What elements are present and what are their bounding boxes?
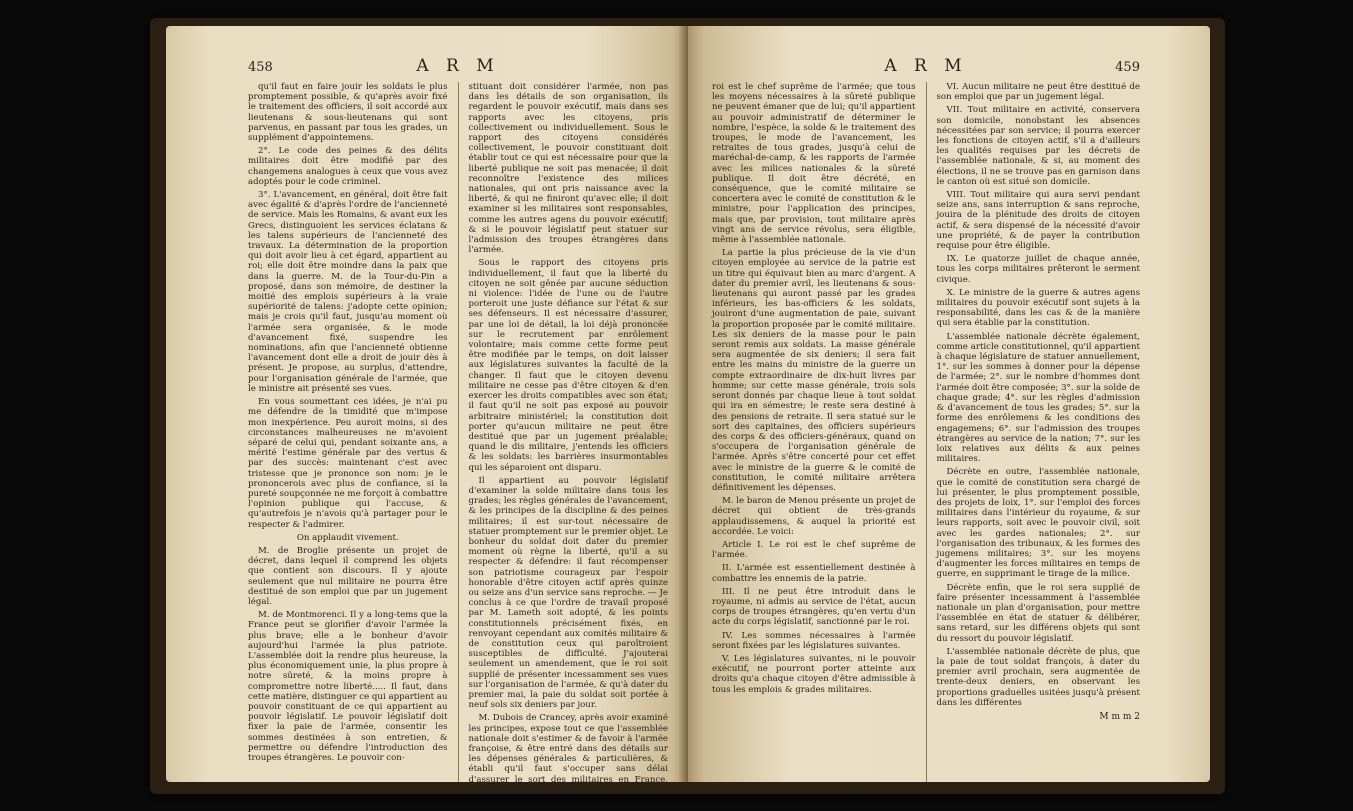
paragraph: VIII. Tout militaire qui aura servi pendant seize ans, sans interruption & sans reproche, jouira de la plénitude des droits de citoyen actif, & sera dispensé de la nécessité d'avoir une propriété, & de payer la contribution requise pour être éligible. xyxy=(936,190,1140,252)
right-running-title: A R M xyxy=(884,56,968,76)
paragraph: IX. Le quatorze juillet de chaque année, tous les corps militaires prêteront le serment civique. xyxy=(936,254,1140,285)
right-page-number: 459 xyxy=(1115,60,1140,75)
paragraph: X. Le ministre de la guerre & autres agens militaires du pouvoir exécutif sont sujets à la responsabilité, dans les cas & de la manière qui sera établie par la constitution. xyxy=(936,287,1140,329)
right-column-2 xyxy=(937,82,1141,782)
paragraph: La partie la plus précieuse de la vie d'un citoyen employée au service de la patrie est un titre qui équivaut bien au marc d'argent. A dater du premier avril, les lieutenans & sous-lieutenans qui auront passé par les grades inférieurs, les bas-officiers & les soldats, jouiront d'une augmentation de paie, suivant la proportion proposée par le comité militaire. Les six deniers de la masse pour le pain seront remis aux soldats. La masse générale sera augmentée de six deniers; il sera fait entre les mains du ministre de la guerre un compte extraordinaire de dix-huit livres par homme; sur cette masse générale, trois sols seront donnés par chaque lieue à tout soldat qui ira en sémestre; le reste sera destiné à des pensions de retraite. Il sera statué sur le sort des capitaines, des officiers supérieurs des corps & des officiers-généraux, quand on s'occupera de l'organisation générale de l'armée. Après s'être concerté pour cet effet avec le ministre de la guerre & le comité de constitution, le comité militaire arrêtera définitivement les dépenses. xyxy=(712,248,916,493)
paragraph: On applaudit vivement. xyxy=(296,532,399,543)
paragraph: Sous le rapport des citoyens pris individuellement, il faut que la liberté du citoyen ne soit gênée par aucune séduction ni violence: l'idée de l'une ou de l'autre porteroit une juste défiance sur l'état & sur ses défenseurs. Il est nécessaire d'assurer, par une loi de détail, la loi déjà prononcée sur le recrutement par enrôlement volontaire; mais comme cette forme peut être modifiée par le temps, on doit laisser aux législatures suivantes la faculté de la changer. Il faut que le citoyen devenu militaire ne cesse pas d'être citoyen & d'en exercer les droits compatibles avec son état; il faut qu'il ne soit pas exposé au pouvoir arbitraire ministériel; la constitution doit porter qu'aucun militaire ne peut être destitué que par un jugement préalable; quand le dis militaire, j'entends les officiers & les soldats: les barrières insurmontables qui les séparoient ont disparu. xyxy=(468,258,668,473)
left-page xyxy=(166,26,688,795)
paragraph: V. Les législatures suivantes, ni le pouvoir exécutif, ne pourront porter atteinte aux droits qu'a chaque citoyen d'être admissible à tous les emplois & grades militaires. xyxy=(712,653,916,695)
paragraph: Décrète en outre, l'assemblée nationale, que le comité de constitution sera chargé de lui présenter, le plus promptement possible, des projets de loix, 1°. sur l'emploi des forces militaires dans l'intérieur du royaume, & sur leurs rapports, soit avec le pouvoir civil, soit avec les gardes nationales; 2°. sur l'organisation des tribunaux, & les formes des jugemens militaires; 3°. sur les moyens d'augmenter les forces militaires en temps de guerre, en supprimant le tirage de la milice. xyxy=(936,467,1140,580)
paragraph: M. Dubois de Crancey, après avoir examiné les principes, expose tout ce que l'assemblée nationale doit s'estimer & de favoir à l'armée françoise, & être entré dans des détails sur les dépenses générales & particulières, & établi qu'il faut s'occuper sans délai d'assurer le sort des militaires en France, propose de déclarer que le xyxy=(468,713,668,795)
left-page-header xyxy=(248,56,668,76)
paragraph: 3°. L'avancement, en général, doit être fait avec égalité & d'après l'ordre de l'ancienneté de service. Mais les Romains, & avant eux les Grecs, distinguoient les services éclatans & les talens supérieurs de l'ancienneté des travaux. La détermination de la proportion qui doit avoir lieu à cet égard, appartient au roi; elle doit être moindre dans la paix que dans la guerre. M. de la Tour-du-Pin a proposé, dans son mémoire, de destiner la moitié des emplois supérieurs à la vraie supériorité de talens: j'adopte cette opinion; mais je crois qu'il faut, jusqu'au moment où l'armée sera organisée, & le mode d'avancement fixé, suspendre les nominations, afin que l'ancienneté obtienne l'avancement dont elle a droit de jouir dès à présent. Je propose, au surplus, d'attendre, pour l'organisation générale de l'armée, que le ministre ait présenté ses vues. xyxy=(248,190,448,394)
paragraph: stituant doit considérer l'armée, non pas dans les détails de son organisation, ils regardent le pouvoir exécutif, mais dans ses rapports avec les citoyens, pris collectivement ou individuellement. Sous le rapport des citoyens considérés collectivement, le pouvoir constituant doit établir tout ce qui est nécessaire pour que la liberté publique ne soit pas menacée; il doit reconnoître l'existence des milices nationales, qui ont pris naissance avec la liberté, & qui ne finiront qu'avec elle; il doit examiner si les militaires sont responsables, comme les autres agens du pouvoir exécutif; & si le pouvoir législatif peut statuer sur l'admission des troupes étrangères dans l'armée. xyxy=(468,82,668,256)
paragraph: L'assemblée nationale décrète également, comme article constitutionnel, qu'il appartient à chaque législature de statuer annuellement, 1°. sur les sommes à donner pour la dépense de l'armée; 2°. sur le nombre d'hommes dont l'armée doit être composée; 3°. sur la solde de chaque grade; 4°. sur les règles d'admission & d'avancement de tous les grades; 5°. sur la forme des enrôlemens & les conditions des engagemens; 6°. sur l'admission des troupes étrangères au service de la nation; 7°. sur les loix relatives aux délits & aux peines militaires. xyxy=(936,331,1140,465)
left-column-1 xyxy=(248,82,448,782)
paragraph: IV. Les sommes nécessaires à l'armée seront fixées par les législatures suivantes. xyxy=(712,630,916,651)
paragraph: III. Il ne peut être introduit dans le royaume, ni admis au service de l'état, aucun corps de troupes étrangères, qu'en vertu d'un acte du corps législatif, sanctionné par le roi. xyxy=(712,586,916,628)
paragraph: qu'il faut en faire jouir les soldats le plus promptement possible, & qu'après avoir fixé le traitement des officiers, il soit accordé aux lieutenans & sous-lieutenans qui sont parvenus, en passant par tous les grades, un supplément d'appointemens. xyxy=(248,82,448,144)
paragraph: En vous soumettant ces idées, je n'ai pu me défendre de la timidité que m'impose mon inexpérience. Peu auroit moins, si des circonstances malheureuses ne m'avoient séparé de celui qui, pendant soixante ans, a mérité l'estime générale par des vertus & par des succès: maintenant c'est avec tristesse que je prononce son nom: je le prononcerois avec plus de confiance, si la pureté soupçonnée ne me forçoit à combattre l'opinion publique qui l'accuse, & qu'autrefois je n'avois qu'à partager pour le respecter & l'admirer. xyxy=(248,397,448,530)
paragraph: VII. Tout militaire en activité, conservera son domicile, nonobstant les absences nécessitées par son service; il pourra exercer les fonctions de citoyen actif, s'il a d'ailleurs les qualités requises par les décrets de l'assemblée nationale, & si, au moment des élections, il ne se trouve pas en garnison dans le canton où est situé son domicile. xyxy=(936,105,1140,187)
paragraph: 2°. Le code des peines & des délits militaires doit être modifié par des changemens analogues à ceux que vous avez adoptés pour le code criminel. xyxy=(248,146,448,187)
paragraph: M. le baron de Menou présente un projet de décret qui obtient de très-grands applaudissemens, & auquel la priorité est accordée. Le voici: xyxy=(712,496,916,537)
paragraph: Il appartient au pouvoir législatif d'examiner la solde militaire dans tous les grades; les règles générales de l'avancement, & les principes de la discipline & des peines militaires; il est sur-tout nécessaire de statuer promptement sur le premier objet. Le bonheur du soldat doit dater du premier moment où règne la liberté, qu'il a su respecter & défendre: il faut récompenser son patriotisme courageux par l'espoir honorable d'être citoyen actif après quinze ou seize ans d'un service sans reproche. — Je conclus à ce que l'ordre de travail proposé par M. Lameth soit adopté, & les points constitutionnels précisément fixés, en renvoyant cependant aux comités militaire & de constitution ceux qui paroîtroient susceptibles de difficulté. J'ajouterai seulement un amendement, que le roi soit supplié de présenter incessamment ses vues sur l'organisation de l'armée, & qu'à dater du premier mai, la paie du soldat soit portée à neuf sols six deniers par jour. xyxy=(468,475,668,711)
open-book xyxy=(150,18,1225,794)
column-rule xyxy=(458,82,459,782)
right-column-1 xyxy=(712,82,916,782)
paragraph: II. L'armée est essentiellement destinée à combattre les ennemis de la patrie. xyxy=(712,563,916,584)
paragraph: Décrète enfin, que le roi sera supplié de faire présenter incessamment à l'assemblée nationale un plan d'organisation, pour mettre l'assemblée en état de statuer & délibérer, sans retard, sur les différens objets qui sont du ressort du pouvoir législatif. xyxy=(936,582,1140,644)
right-page-header xyxy=(712,56,1140,76)
signature-mark: M m m 2 xyxy=(1099,711,1140,722)
paragraph: M. de Broglie présente un projet de décret, dans lequel il comprend les objets que contient son discours. Il y ajoute seulement que nul militaire ne pourra être destitué de son emploi que par un jugement légal. xyxy=(248,545,448,607)
left-page-number: 458 xyxy=(248,60,273,75)
right-page xyxy=(688,26,1210,782)
paragraph: L'assemblée nationale décrète de plus, que la paie de tout soldat françois, à dater du premier avril prochain, sera augmentée de trente-deux deniers, en observant les proportions graduelles usitées jusqu'à présent dans les différentes xyxy=(936,646,1140,708)
left-column-2 xyxy=(468,82,669,795)
paragraph: VI. Aucun militaire ne peut être destitué de son emploi que par un jugement légal. xyxy=(936,82,1140,103)
paragraph: M. de Montmorenci. Il y a long-tems que la France peut se glorifier d'avoir l'armée la plus brave; elle a le bonheur d'avoir aujourd'hui l'armée la plus patriote. L'assemblée doit la rendre plus heureuse, la plus économiquement unie, la plus propre à notre sûreté, & la moins propre à compromettre notre liberté..... Il faut, dans cette matière, distinguer ce qui appartient au pouvoir constituant de ce qui appartient au pouvoir législatif. Le pouvoir législatif doit fixer la paie de l'armée, consentir les sommes destinées à son entretien, & permettre ou défendre l'introduction des troupes étrangères. Le pouvoir con- xyxy=(248,610,448,763)
column-rule xyxy=(926,82,927,782)
paragraph: Article I. Le roi est le chef suprême de l'armée. xyxy=(712,539,916,561)
paragraph: roi est le chef suprême de l'armée; que tous les moyens nécessaires à la sûreté publique ne peuvent émaner que de lui; qu'il appartient au pouvoir administratif de déterminer le nombre, l'espèce, la solde & le traitement des troupes, le mode de l'avancement, les retraites de tous grades, jusqu'à celui de maréchal-de-camp, & les rapports de l'armée avec les milices nationales & la sûreté publique. Il doit être décrété, en conséquence, que le comité militaire se concertera avec le comité de constitution & le ministre, pour l'application des principes, mais que, par provision, tout militaire après vingt ans de service révolus, sera éligible, même à l'assemblée nationale. xyxy=(712,82,916,246)
left-running-title: A R M xyxy=(416,56,500,76)
